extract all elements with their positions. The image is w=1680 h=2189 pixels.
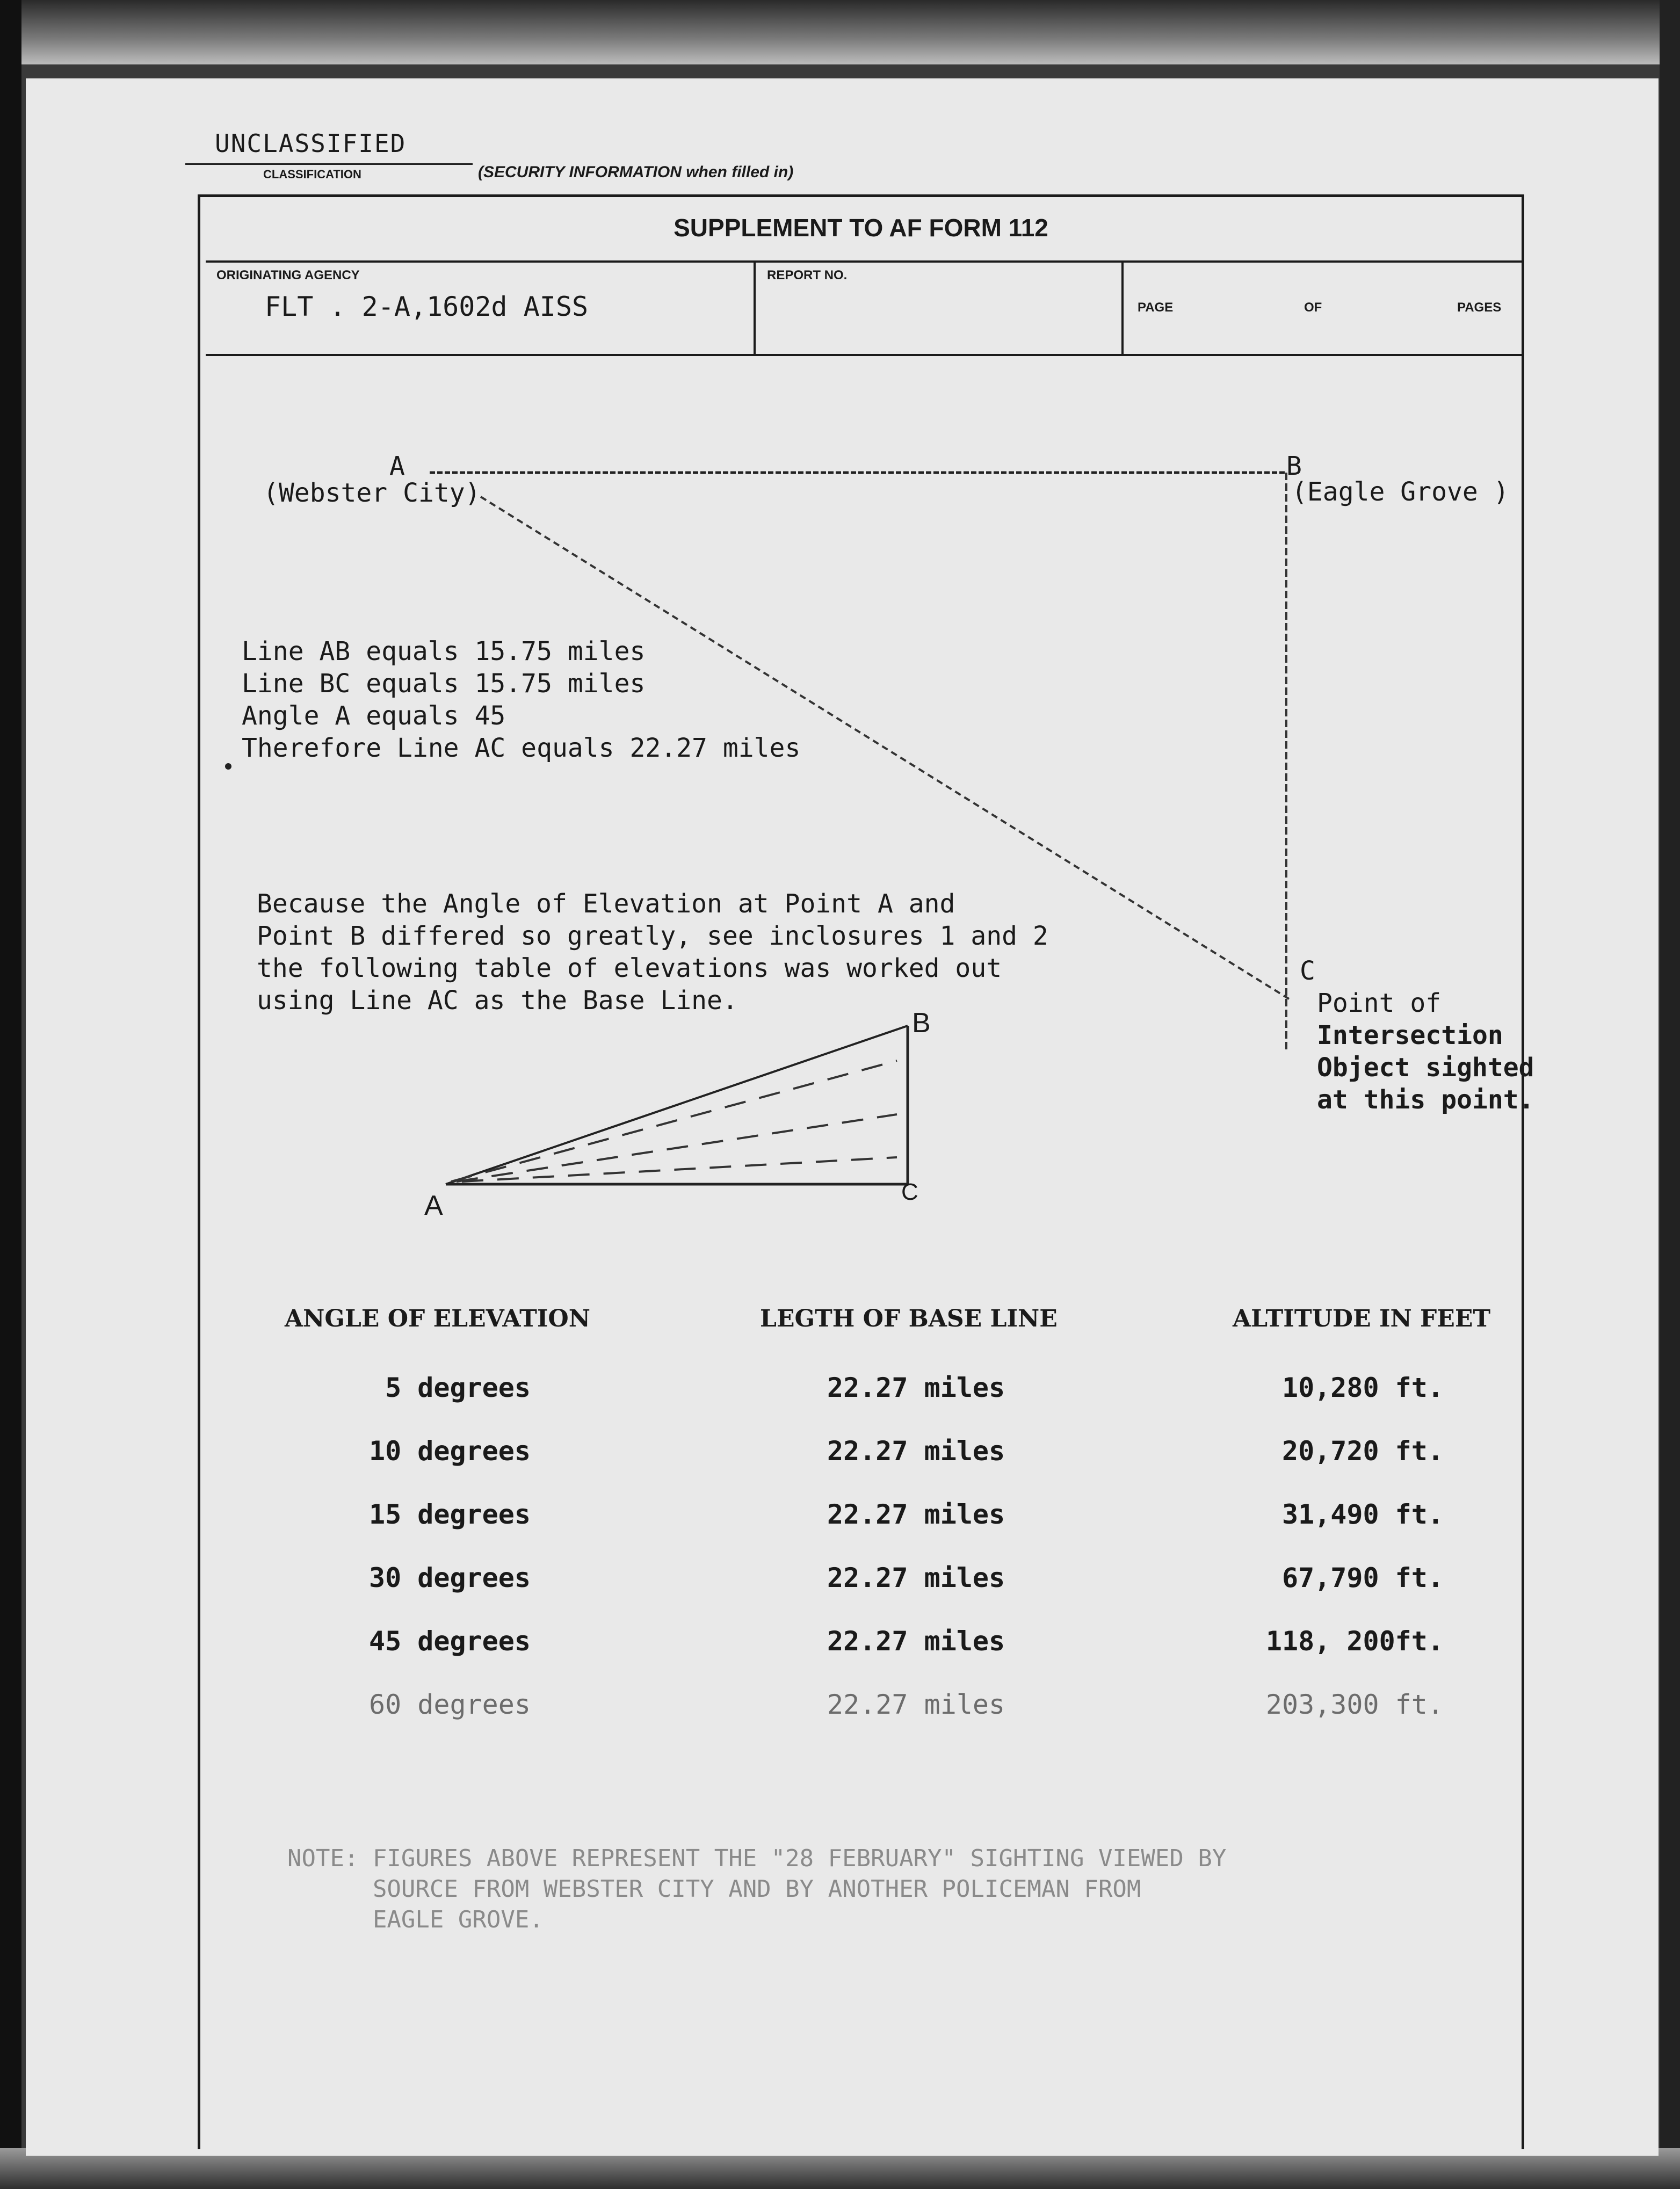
base-line-cell: 22.27 miles xyxy=(827,1626,1005,1657)
point-a-place: (Webster City) xyxy=(263,478,481,508)
altitude-cell: 10,280 ft. xyxy=(1281,1372,1444,1403)
elevation-label-b: B xyxy=(912,1007,931,1039)
angle-cell: 10 degrees xyxy=(368,1436,531,1467)
table-header-angle: ANGLE OF ELEVATION xyxy=(285,1305,590,1332)
calc-line-4: Therefore Line AC equals 22.27 miles xyxy=(242,733,801,763)
altitude-cell: 20,720 ft. xyxy=(1281,1436,1444,1467)
elevation-ray-1 xyxy=(451,1061,897,1182)
altitude-cell: 67,790 ft. xyxy=(1281,1562,1444,1593)
note-line-3: EAGLE GROVE. xyxy=(287,1906,544,1933)
note-line-1: NOTE: FIGURES ABOVE REPRESENT THE "28 FEBRUARY" SIGHTING VIEWED BY xyxy=(287,1845,1227,1872)
table-header-altitude: ALTITUDE IN FEET xyxy=(1233,1305,1491,1332)
calc-line-1: Line AB equals 15.75 miles xyxy=(242,636,646,666)
classification-marking: UNCLASSIFIED xyxy=(215,129,407,158)
originating-agency-label: ORIGINATING AGENCY xyxy=(216,268,360,282)
originating-agency-value: FLT . 2-A,1602d AISS xyxy=(265,291,589,322)
explanation-line-3: the following table of elevations was worked out xyxy=(257,953,1002,983)
point-a-label: A xyxy=(389,451,405,481)
security-note: (SECURITY INFORMATION when filled in) xyxy=(478,163,794,181)
angle-cell: 5 degrees xyxy=(385,1372,531,1403)
explanation-line-1: Because the Angle of Elevation at Point A and xyxy=(257,889,955,919)
point-c-note-line-4: at this point. xyxy=(1317,1085,1534,1115)
angle-cell: 60 degrees xyxy=(368,1689,531,1720)
form-title: SUPPLEMENT TO AF FORM 112 xyxy=(674,214,1048,242)
point-b-place: (Eagle Grove ) xyxy=(1292,477,1509,507)
calc-line-3: Angle A equals 45 xyxy=(242,701,506,731)
altitude-cell: 118, 200ft. xyxy=(1265,1626,1444,1657)
base-line-cell: 22.27 miles xyxy=(827,1499,1005,1530)
base-line-cell: 22.27 miles xyxy=(827,1562,1005,1593)
report-no-label: REPORT NO. xyxy=(767,268,848,282)
point-c-note-line-3: Object sighted xyxy=(1317,1053,1534,1083)
base-line-cell: 22.27 miles xyxy=(827,1372,1005,1403)
page-label: PAGE xyxy=(1138,300,1174,315)
table-header-base-line: LEGTH OF BASE LINE xyxy=(760,1305,1058,1332)
classification-label: CLASSIFICATION xyxy=(263,168,361,181)
altitude-cell: 31,490 ft. xyxy=(1281,1499,1444,1530)
point-c-note-line-1: Point of xyxy=(1317,988,1442,1018)
of-label: OF xyxy=(1304,300,1322,315)
elevation-hypotenuse xyxy=(446,1026,908,1184)
elevation-label-c: C xyxy=(901,1179,918,1205)
angle-cell: 15 degrees xyxy=(368,1499,531,1530)
explanation-line-2: Point B differed so greatly, see inclosures 1 and 2 xyxy=(257,921,1048,951)
point-c-note-line-2: Intersection xyxy=(1317,1020,1503,1050)
explanation-line-4: using Line AC as the Base Line. xyxy=(257,985,738,1016)
pages-label: PAGES xyxy=(1457,300,1502,315)
elevation-ray-2 xyxy=(457,1114,897,1182)
point-b-label: B xyxy=(1286,451,1302,481)
point-c-label: C xyxy=(1300,956,1315,986)
altitude-cell: 203,300 ft. xyxy=(1265,1689,1444,1720)
stray-mark xyxy=(225,763,231,770)
base-line-cell: 22.27 miles xyxy=(827,1689,1005,1720)
angle-cell: 45 degrees xyxy=(368,1626,531,1657)
note-line-2: SOURCE FROM WEBSTER CITY AND BY ANOTHER POLICEMAN FROM xyxy=(287,1875,1141,1903)
calc-line-2: Line BC equals 15.75 miles xyxy=(242,669,646,699)
base-line-cell: 22.27 miles xyxy=(827,1436,1005,1467)
angle-cell: 30 degrees xyxy=(368,1562,531,1593)
elevation-label-a: A xyxy=(424,1190,443,1221)
